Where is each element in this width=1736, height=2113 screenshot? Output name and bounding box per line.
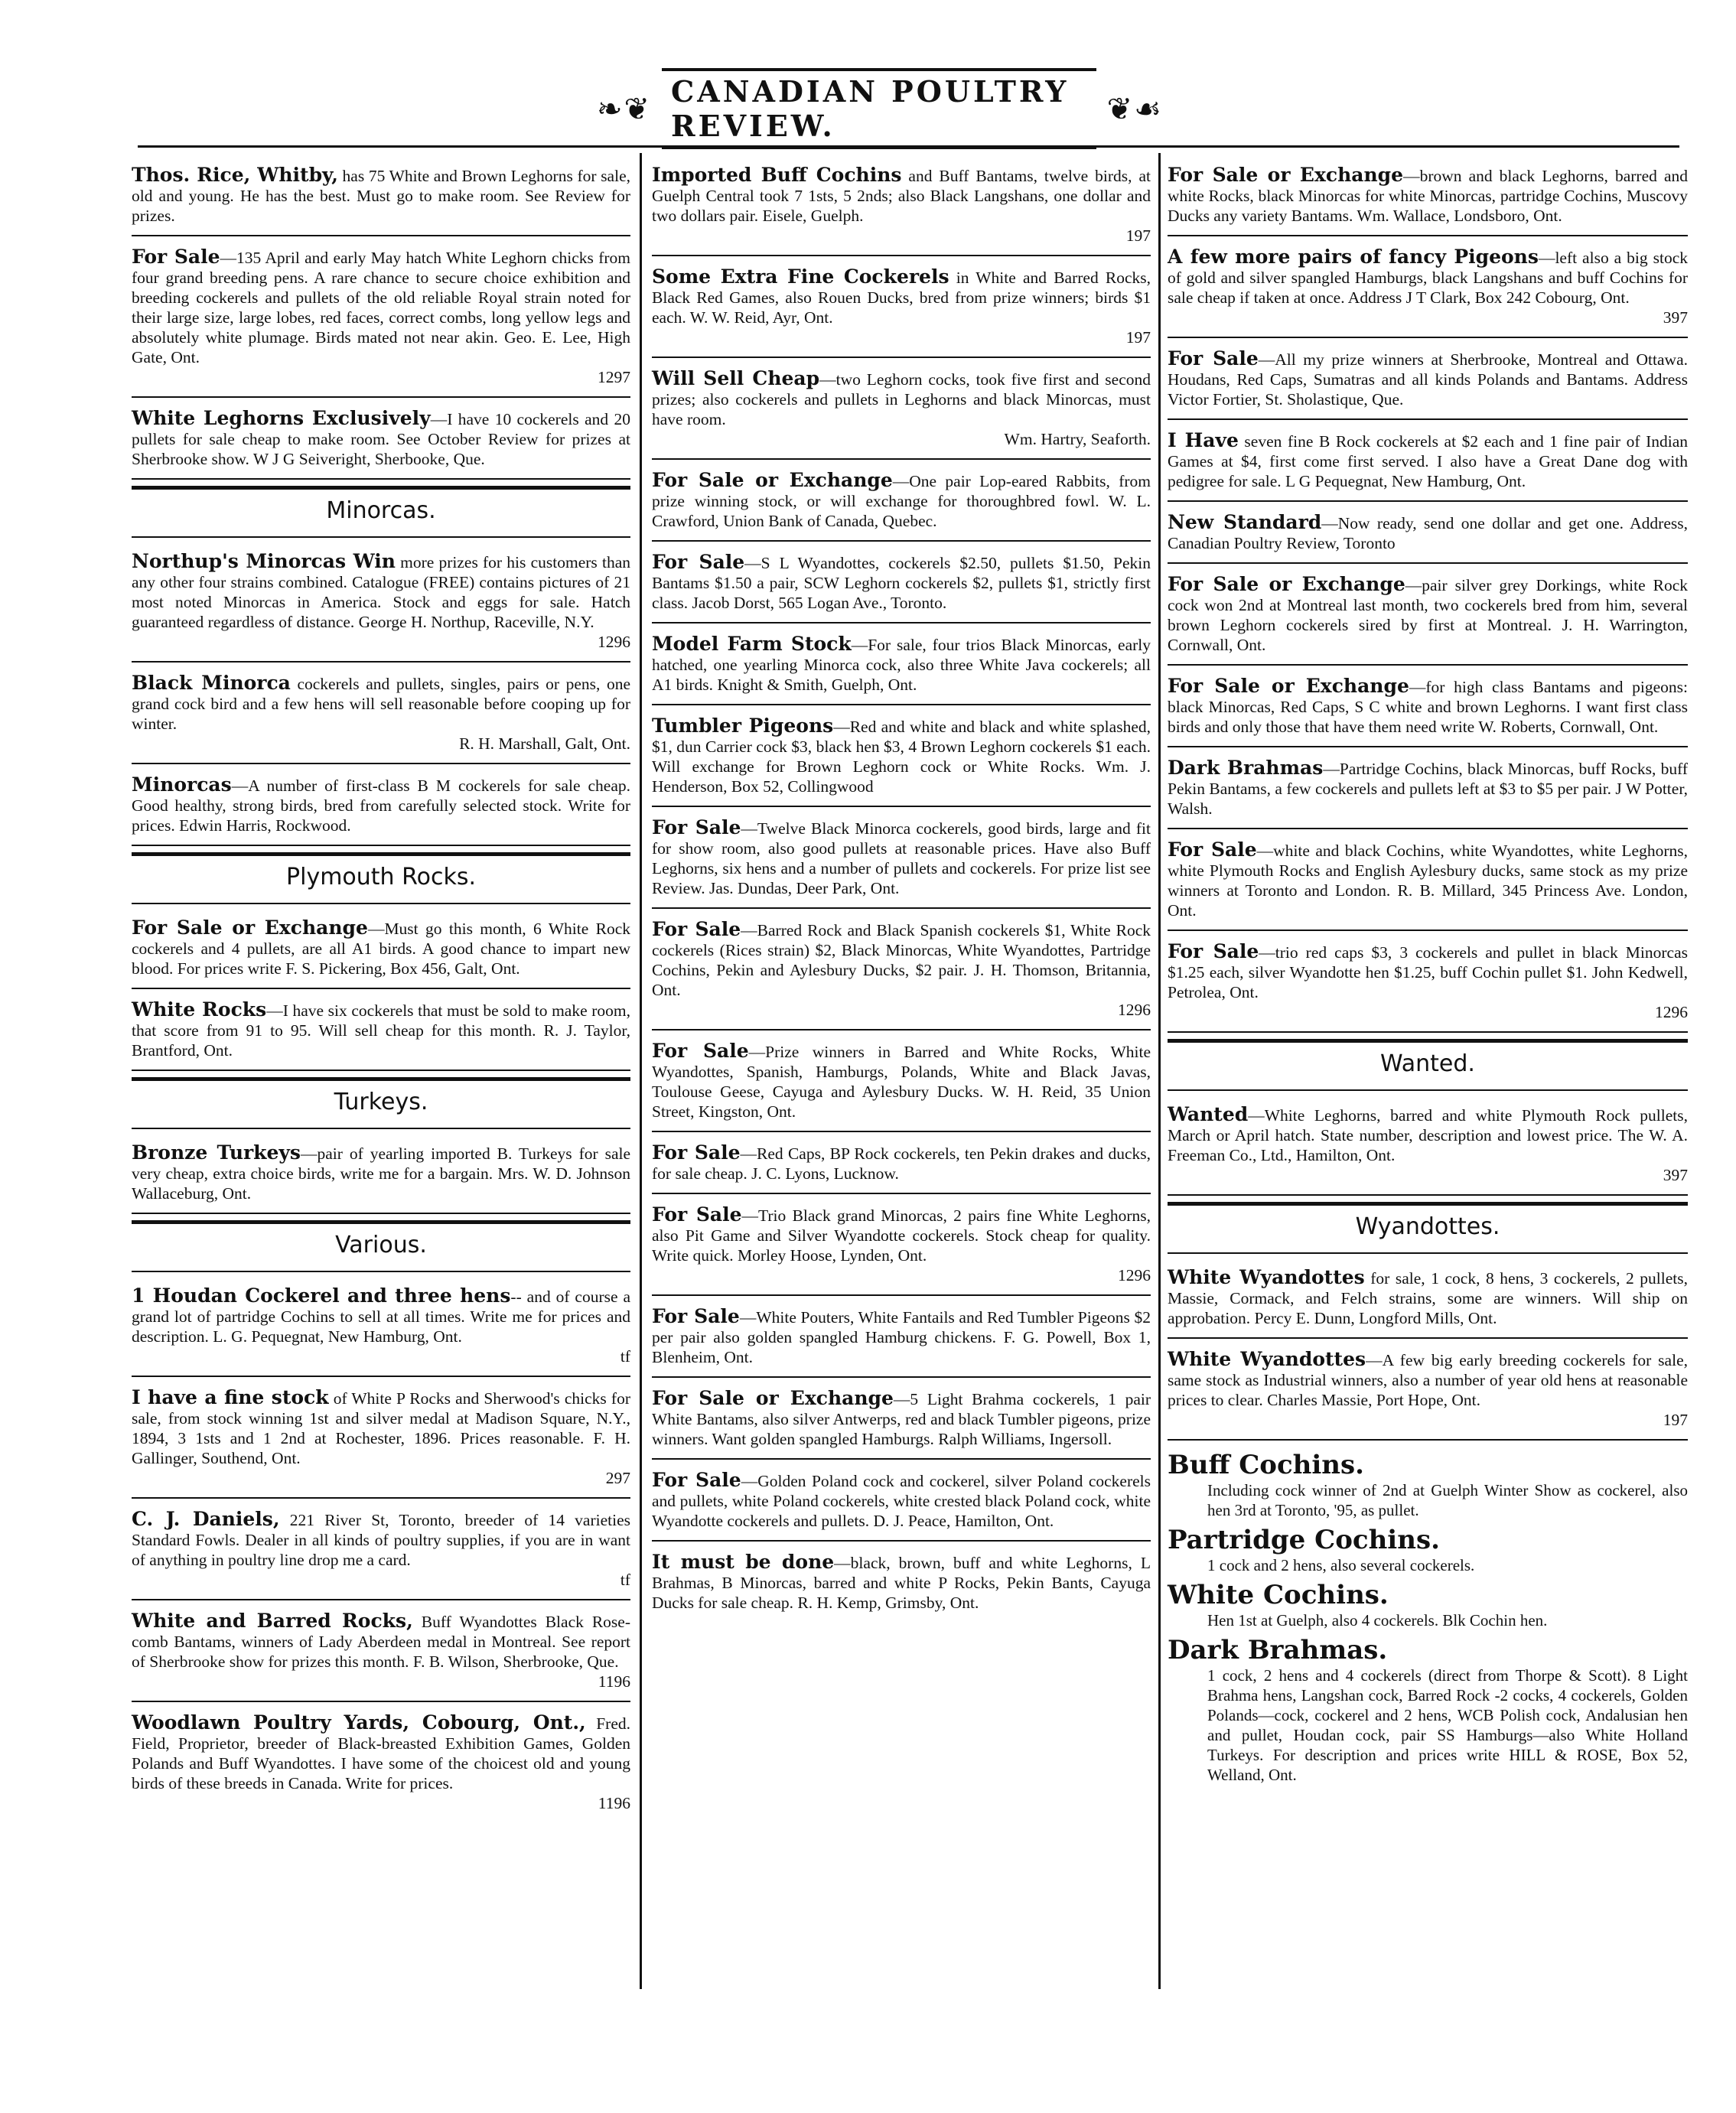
classified-ad: [132, 161, 630, 236]
classified-ad: [652, 630, 1151, 705]
ad-body: in White and Barred Rocks, Black Red Games, also Rouen Ducks, bred from prize winners; birds $1 each. W. W. Reid, Ayr, Ont.: [652, 269, 1151, 327]
ad-body: has 75 White and Brown Leghorns for sale, old and young. He has the best. Must go to make room. See Review for prizes.: [132, 167, 630, 225]
classified-ad: [1168, 1345, 1688, 1441]
classified-ad: [652, 1302, 1151, 1378]
column-rule: [1158, 153, 1161, 1989]
ad-heading: Some Extra Fine Cockerels: [652, 265, 949, 288]
ad-code: 397: [1663, 1166, 1688, 1184]
display-ad: [1168, 1447, 1688, 1522]
classified-ad: [652, 1548, 1151, 1622]
classified-ad: [132, 1505, 630, 1600]
display-ad-body: Hen 1st at Guelph, also 4 cockerels. Blk Cochin hen.: [1207, 1611, 1548, 1630]
classified-ad: [652, 161, 1151, 256]
ad-body: —For sale, four trios Black Minorcas, early hatched, one yearling Minorca cock, also three White Java cockerels; all A1 birds. Knight & Smith, Guelph, Ont.: [652, 636, 1151, 694]
ad-body: —Twelve Black Minorca cockerels, good birds, large and fit for show room, also good pullets at reasonable prices. Have also Buff Leghorns, six hens and a number of pullets and cockerels. For prize list see Review. Jas. Dundas, Deer Park, Ont.: [652, 819, 1151, 897]
ad-heading: For Sale: [652, 1141, 741, 1164]
ornament-right-icon: ❦☙: [1106, 91, 1163, 126]
ad-heading: For Sale: [652, 816, 741, 838]
ad-heading: Imported Buff Cochins: [652, 164, 902, 186]
classified-ad: [1168, 1263, 1688, 1339]
ad-heading: New Standard: [1168, 511, 1322, 533]
ad-heading: For Sale: [1168, 940, 1259, 962]
ad-heading: It must be done: [652, 1551, 835, 1573]
ad-code: 1196: [598, 1794, 630, 1812]
section-heading: Minorcas.: [132, 486, 630, 538]
display-ad: [1168, 1632, 1688, 1786]
ad-body: —trio red caps $3, 3 cockerels and pullet in black Minorcas $1.25 each, silver Wyandotte hen $1.25, buff Cochin pullet $1. John Kedwell, Petrolea, Ont.: [1168, 943, 1688, 1001]
ad-heading: For Sale: [652, 1305, 740, 1327]
classified-ad: [652, 1200, 1151, 1296]
ad-heading: For Sale: [652, 551, 745, 573]
classified-ad: [1168, 570, 1688, 666]
ad-heading: For Sale: [1168, 838, 1257, 861]
ad-code: 1196: [598, 1672, 630, 1691]
ad-body: 221 River St, Toronto, breeder of 14 varieties Standard Fowls. Dealer in all kinds of poultry supplies, if you are in want of anything in poultry line drop me a card.: [132, 1511, 630, 1569]
ad-body: —pair of yearling imported B. Turkeys for sale very cheap, extra choice birds, write me for a bargain. Mrs. W. D. Johnson Wallaceburg, Ont.: [132, 1144, 630, 1203]
display-ad: [1168, 1577, 1688, 1632]
ad-body: —Trio Black grand Minorcas, 2 pairs fine White Leghorns, also Pit Game and Silver Wyandotte cockerels. Stock cheap for quality. Write quick. Morley Hoose, Lynden, Ont.: [652, 1206, 1151, 1265]
section-heading: Turkeys.: [132, 1077, 630, 1129]
ad-heading: Northup's Minorcas Win: [132, 550, 396, 572]
classified-ad: [132, 404, 630, 480]
ad-heading: A few more pairs of fancy Pigeons: [1168, 246, 1539, 268]
ad-code: 1296: [1118, 1001, 1151, 1019]
classified-ad: [1168, 344, 1688, 420]
ad-body: —White Pouters, White Fantails and Red Tumbler Pigeons $2 per pair also golden spangled Hamburg chickens. F. G. Powell, Box 1, Blenheim, Ont.: [652, 1308, 1151, 1366]
ad-body: —two Leghorn cocks, took five first and second prizes; also cockerels and pullets in Leghorns and black Minorcas, must have room.: [652, 370, 1151, 428]
ad-heading: Dark Brahmas: [1168, 757, 1324, 779]
classified-ad: [1168, 508, 1688, 564]
classified-ad: [132, 1383, 630, 1499]
ad-code: 1296: [598, 633, 630, 651]
classified-ad: [132, 1607, 630, 1702]
masthead-title: CANADIAN POULTRY REVIEW.: [662, 68, 1096, 149]
ad-body: —Prize winners in Barred and White Rocks, White Wyandottes, Spanish, Hamburgs, Polands, White and Black Javas, Toulouse Geese, Cayuga and Aylesbury Ducks. W. H. Reid, 35 Union Street, Kingston, Ont.: [652, 1043, 1151, 1121]
classified-ad: [1168, 243, 1688, 338]
ad-heading: I Have: [1168, 429, 1239, 451]
ad-body: —Must go this month, 6 White Rock cockerels and 4 pullets, are all A1 birds. A good chance to impart new blood. For prices write F. S. Pickering, Box 456, Galt, Ont.: [132, 920, 630, 978]
ad-heading: For Sale or Exchange: [1168, 675, 1409, 697]
ad-body: —S L Wyandottes, cockerels $2.50, pullets $1.50, Pekin Bantams $1.50 a pair, SCW Leghorn cockerels $2, pullets $1, strictly first class. Jacob Dorst, 565 Logan Ave., Toronto.: [652, 554, 1151, 612]
classified-ad: [132, 995, 630, 1071]
ad-body: —I have 10 cockerels and 20 pullets for sale cheap to make room. See October Review for prizes at Sherbrooke show. W J G Seiveright, Sherbooke, Que.: [132, 410, 630, 468]
classified-ad: [1168, 672, 1688, 747]
classified-ad: [652, 548, 1151, 623]
ad-body: more prizes for his customers than any other four strains combined. Catalogue (FREE) contains pictures of 21 most noted Minorcas in America. Stock and eggs for sale. Hatch guaranteed regardless of distance. George H. Northup, Raceville, N.Y.: [132, 553, 630, 631]
classified-ad: [652, 1037, 1151, 1132]
top-rule: [138, 145, 1679, 148]
ad-body: —Now ready, send one dollar and get one. Address, Canadian Poultry Review, Toronto: [1168, 514, 1688, 552]
ad-body: and Buff Bantams, twelve birds, at Guelph Central took 7 1sts, 5 2nds; also Black Langshans, one dollar and two dollars pair. Eisele, Guelph.: [652, 167, 1151, 225]
section-heading: Plymouth Rocks.: [132, 852, 630, 904]
ad-heading: For Sale: [652, 1203, 742, 1226]
display-ad-body: 1 cock, 2 hens and 4 cockerels (direct from Thorpe & Scott). 8 Light Brahma hens, Langshan cock, Barred Rock -2 cocks, 4 cockerels, Golden Polands—cock, cockerel and 2 hens, WCB Polish cock, Andalusian hen and pullet, Houdan cock, pair SS Hamburgs—also White Holland Turkeys. For description and prices write HILL & ROSE, Box 52, Welland, Ont.: [1207, 1666, 1688, 1784]
ad-body: —black, brown, buff and white Leghorns, L Brahmas, B Minorcas, barred and white P Rocks, Pekin Bants, Cayuga Ducks for sale cheap. R. H. Kemp, Grimsby, Ont.: [652, 1554, 1151, 1612]
ad-body: Fred. Field, Proprietor, breeder of Black-breasted Exhibition Games, Golden Polands and Buff Wyandottes. I have some of the choicest old and young birds of these breeds in Canada. Write for prices.: [132, 1714, 630, 1792]
ad-heading: Wanted: [1168, 1103, 1249, 1125]
classified-ad: [132, 547, 630, 663]
ad-body: —brown and black Leghorns, barred and white Rocks, black Minorcas for white Minorcas, partridge Cochins, Muscovy Ducks any variety Bantams. Wm. Wallace, Londsboro, Ont.: [1168, 167, 1688, 225]
section-heading: Wanted.: [1168, 1039, 1688, 1091]
ad-heading: I have a fine stock: [132, 1386, 329, 1408]
ad-heading: Thos. Rice, Whitby,: [132, 164, 338, 186]
ad-body: —white and black Cochins, white Wyandottes, white Leghorns, white Plymouth Rocks and English Aylesbury ducks, same stock as my prize winners at Toronto and London. R. B. Millard, 345 Princess Ave. London, Ont.: [1168, 842, 1689, 920]
ad-heading: Black Minorca: [132, 672, 291, 694]
classified-ad: [652, 813, 1151, 909]
ad-body: —All my prize winners at Sherbrooke, Montreal and Ottawa. Houdans, Red Caps, Sumatras and all kinds Polands and Bantams. Address Victor Fortier, St. Sholastique, Que.: [1168, 350, 1688, 409]
ad-body: —Red and white and black and white splashed, $1, dun Carrier cock $3, black hen $3, 4 Brown Leghorn cockerels $1 each. Will exchange for Brown Leghorn cock or White Rocks. Wm. J. Henderson, Box 52, Collingwood: [652, 718, 1151, 796]
classified-ad: [1168, 754, 1688, 829]
display-ad-heading: Dark Brahmas.: [1168, 1635, 1388, 1665]
section-heading: Wyandottes.: [1168, 1202, 1688, 1254]
classified-ad: [132, 669, 630, 764]
ad-heading: For Sale or Exchange: [132, 917, 368, 939]
ad-body: —pair silver grey Dorkings, white Rock cock won 2nd at Montreal last month, two cockerels bred from him, several brown Leghorn cockerels sired by first at Montreal. J. H. Warrington, Cornwall, Ont.: [1168, 576, 1688, 654]
ad-code: 1296: [1655, 1003, 1688, 1021]
display-ad-heading: Partridge Cochins.: [1168, 1525, 1440, 1555]
ad-heading: Woodlawn Poultry Yards, Cobourg, Ont.,: [132, 1711, 586, 1734]
ad-heading: Bronze Turkeys: [132, 1141, 301, 1164]
ad-heading: Minorcas: [132, 773, 232, 796]
ad-code: tf: [620, 1571, 630, 1589]
ad-heading: Tumbler Pigeons: [652, 715, 834, 737]
ad-heading: For Sale: [132, 246, 220, 268]
ad-heading: For Sale: [652, 1469, 741, 1491]
ad-code: 1297: [598, 368, 630, 386]
ad-body: —White Leghorns, barred and white Plymouth Rock pullets, March or April hatch. State number, description and lowest price. The W. A. Freeman Co., Ltd., Hamilton, Ont.: [1168, 1106, 1688, 1164]
ad-heading: White Wyandottes: [1168, 1348, 1366, 1370]
ad-body: —A number of first-class B M cockerels for sale cheap. Good healthy, strong birds, bred from carefully selected stock. Write for prices. Edwin Harris, Rockwood.: [132, 777, 630, 835]
ad-heading: Will Sell Cheap: [652, 367, 820, 389]
ad-heading: For Sale: [652, 1040, 749, 1062]
ad-body: —I have six cockerels that must be sold to make room, that score from 91 to 95. Will sell cheap for this month. R. J. Taylor, Brantford, Ont.: [132, 1001, 631, 1060]
classified-ad: [652, 364, 1151, 460]
ad-body: cockerels and pullets, singles, pairs or pens, one grand cock bird and a few hens will sell reasonable before cooping up for winter.: [132, 675, 631, 733]
ad-body: —Golden Poland cock and cockerel, silver Poland cockerels and pullets, white Poland cockerels, white crested black Poland cock, white Wyandotte cockerels and pullets. D. J. Peace, Hamilton, Ont.: [652, 1472, 1151, 1530]
ad-body: —left also a big stock of gold and silver spangled Hamburgs, black Langshans and buff Cochins for sale cheap if taken at once. Address J T Clark, Box 242 Cobourg, Ont.: [1168, 249, 1689, 307]
ad-body: of White P Rocks and Sherwood's chicks for sale, from stock winning 1st and silver medal at Madison Square, N.Y., 1894, 3 1sts and 1 2nd at Rochester, 1896. Prices reasonable. F. H. Gallinger, Southend, Ont.: [132, 1389, 630, 1467]
ad-body: —5 Light Brahma cockerels, 1 pair White Bantams, also silver Antwerps, red and black Tumbler pigeons, prize winners. Want golden spangled Hamburgs. Ralph Williams, Ingersoll.: [652, 1390, 1151, 1448]
ad-heading: White Rocks: [132, 998, 267, 1021]
ad-heading: For Sale or Exchange: [652, 469, 893, 491]
ad-body: —A few big early breeding cockerels for sale, same stock as Industrial winners, also a number of year old hens at reasonable prices to clear. Charles Massie, Port Hope, Ont.: [1168, 1351, 1688, 1409]
ad-heading: 1 Houdan Cockerel and three hens: [132, 1284, 511, 1307]
ad-code: tf: [620, 1347, 630, 1366]
ad-body: —135 April and early May hatch White Leghorn chicks from four grand breeding pens. A rare chance to secure choice exhibition and breeding cockerels and pullets of the old reliable Royal strain noted for their large size, large lobes, red faces, correct combs, long yellow legs and absolutely white plumage. Birds mated not near akin. Geo. E. Lee, High Gate, Ont.: [132, 249, 630, 366]
masthead: [597, 73, 1163, 144]
ad-heading: For Sale or Exchange: [652, 1387, 894, 1409]
ad-body: Buff Wyandottes Black Rose-comb Bantams, winners of Lady Aberdeen medal in Montreal. See report of Sherbrooke show for prizes this month. F. B. Wilson, Sherbrooke, Que.: [132, 1613, 630, 1671]
classified-ad: [1168, 426, 1688, 502]
classified-ad: [652, 262, 1151, 358]
ad-heading: For Sale or Exchange: [1168, 573, 1405, 595]
classified-ad: [652, 1384, 1151, 1460]
ad-heading: Model Farm Stock: [652, 633, 852, 655]
ad-heading: C. J. Daniels,: [132, 1508, 280, 1530]
display-ad-heading: White Cochins.: [1168, 1580, 1389, 1610]
ad-code: 197: [1125, 226, 1151, 245]
classified-ad: [132, 913, 630, 989]
display-ad-heading: Buff Cochins.: [1168, 1450, 1364, 1480]
ad-heading: For Sale: [652, 918, 741, 940]
classified-ad: [652, 466, 1151, 542]
classified-ad: [132, 770, 630, 846]
column-middle: [652, 161, 1151, 1628]
classified-ad: [132, 243, 630, 398]
ad-code: 197: [1663, 1411, 1688, 1429]
ad-code: 197: [1125, 328, 1151, 347]
classified-ad: [652, 1466, 1151, 1542]
ad-code: 1296: [1118, 1266, 1151, 1284]
section-heading: Various.: [132, 1220, 630, 1272]
ad-body: —for high class Bantams and pigeons: black Minorcas, Red Caps, S C white and brown Leghorns. I want first class birds and only those that have them need write W. Roberts, Cornwall, Ont.: [1168, 678, 1688, 736]
ad-signature: R. H. Marshall, Galt, Ont.: [459, 734, 630, 753]
ad-body: seven fine B Rock cockerels at $2 each and 1 fine pair of Indian Games at $4, first come first served. I also have a Great Dane dog with pedigree for sale. L G Pequegnat, New Hamburg, Ont.: [1168, 432, 1688, 490]
ad-heading: White Leghorns Exclusively: [132, 407, 431, 429]
classified-ad: [1168, 1100, 1688, 1196]
classified-ad: [1168, 937, 1688, 1033]
display-ad: [1168, 1522, 1688, 1577]
ad-heading: White Wyandottes: [1168, 1266, 1365, 1288]
classified-ad: [132, 1708, 630, 1822]
classified-ad: [1168, 835, 1688, 931]
ad-body: —Red Caps, BP Rock cockerels, ten Pekin drakes and ducks, for sale cheap. J. C. Lyons, Lucknow.: [652, 1144, 1151, 1183]
ad-code: 397: [1663, 308, 1688, 327]
classified-ad: [652, 915, 1151, 1030]
ad-body: for sale, 1 cock, 8 hens, 3 cockerels, 2 pullets, Massie, Cormack, and Felch strains, some are winners. Will ship on approbation. Percy E. Dunn, Longford Mills, Ont.: [1168, 1269, 1688, 1327]
display-ad-body: Including cock winner of 2nd at Guelph Winter Show as cockerel, also hen 3rd at Toronto, '95, as pullet.: [1207, 1481, 1688, 1519]
display-ad-body: 1 cock and 2 hens, also several cockerels.: [1207, 1556, 1475, 1574]
column-left: [132, 161, 630, 1828]
classified-ad: [132, 1281, 630, 1377]
classified-ad: [652, 1138, 1151, 1194]
ad-heading: For Sale or Exchange: [1168, 164, 1404, 186]
ad-body: —Barred Rock and Black Spanish cockerels $1, White Rock cockerels (Rices strain) $2, Black Minorcas, White Wyandottes, Partridge Cochins, Pekin and Aylesbury Ducks, $2 pair. J. H. Thomson, Britannia, Ont.: [652, 921, 1151, 999]
classified-ad: [652, 711, 1151, 807]
ad-body: —One pair Lop-eared Rabbits, from prize winning stock, or will exchange for thoroughbred fowl. W. L. Crawford, Union Bank of Canada, Quebec.: [652, 472, 1151, 530]
ad-code: 297: [605, 1469, 630, 1487]
ad-body: -- and of course a grand lot of partridge Cochins to sell at all times. Write me for prices and description. L. G. Pequegnat, New Hamburg, Ont.: [132, 1288, 630, 1346]
classified-ad: [132, 1138, 630, 1214]
ad-heading: White and Barred Rocks,: [132, 1610, 413, 1632]
ornament-left-icon: ❧❦: [597, 91, 652, 126]
classified-ad: [1168, 161, 1688, 236]
column-right: [1168, 161, 1688, 1786]
ad-heading: For Sale: [1168, 347, 1259, 370]
ad-body: —Partridge Cochins, black Minorcas, buff Rocks, buff Pekin Bantams, a few cockerels and pullets left at $3 to $5 per pair. J W Potter, Walsh.: [1168, 760, 1689, 818]
ad-signature: Wm. Hartry, Seaforth.: [1004, 430, 1151, 448]
column-rule: [640, 153, 642, 1989]
